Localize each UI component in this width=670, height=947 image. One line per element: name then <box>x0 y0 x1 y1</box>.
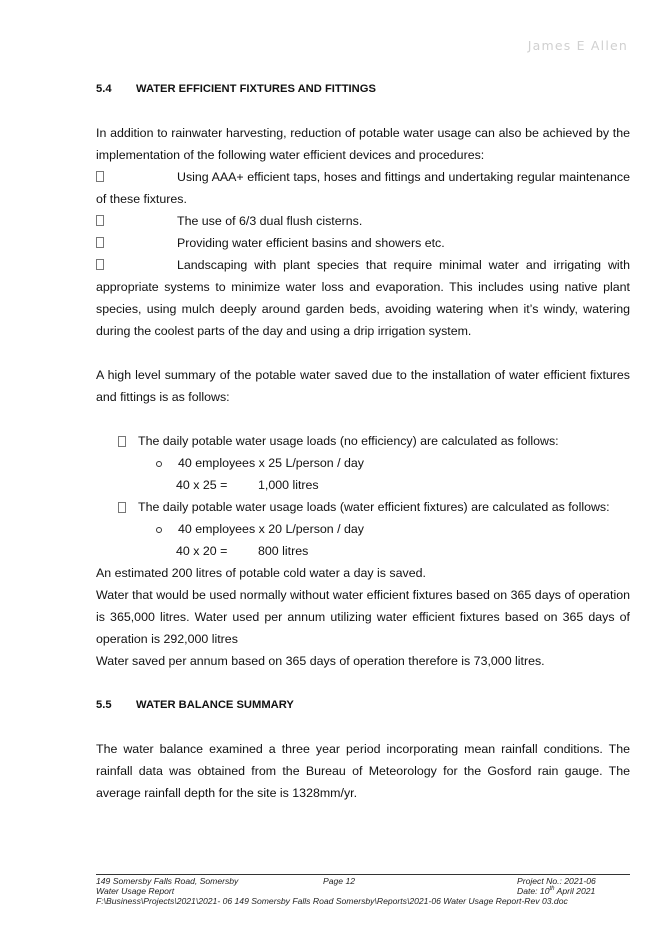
calc-sub-text: 40 employees x 20 L/person / day <box>178 522 364 536</box>
footer-page-number: Page 12 <box>323 876 356 886</box>
page-content <box>96 78 630 804</box>
calc-sub-text: 40 employees x 25 L/person / day <box>178 456 364 470</box>
calc-result: 1,000 litres <box>258 478 319 492</box>
checkbox-bullet-icon <box>118 436 126 447</box>
checkbox-bullet-icon <box>96 171 104 182</box>
summary-intro-paragraph: A high level summary of the potable water saved due to the installation of water efficient fixtures and fittings is as follows: <box>96 368 630 404</box>
section-title: WATER EFFICIENT FIXTURES AND FITTINGS <box>136 83 376 95</box>
footer-date <box>517 886 595 896</box>
calc-sub-item <box>156 452 630 474</box>
calc-result-row <box>176 540 630 562</box>
circle-bullet-icon <box>156 527 162 533</box>
section-heading-5-5 <box>96 694 630 716</box>
bullet-text: Providing water efficient basins and showers etc. <box>177 236 445 250</box>
saved-line: An estimated 200 litres of potable cold water a day is saved. <box>96 566 426 580</box>
checkbox-bullet-icon <box>118 502 126 513</box>
footer-address: 149 Somersby Falls Road, Somersby <box>96 876 239 886</box>
water-balance-paragraph: The water balance examined a three year period incorporating mean rainfall conditions. The rainfall data was obtained from the Bureau of Meteorology for the Gosford rain gauge. The average rainfall depth for the site is 1328mm/yr. <box>96 742 630 800</box>
page-footer <box>96 874 630 906</box>
section-number: 5.4 <box>96 83 112 95</box>
bullet-item <box>96 254 630 342</box>
intro-paragraph: In addition to rainwater harvesting, reduction of potable water usage can also be achieved by the implementation of the following water efficient devices and procedures: <box>96 126 630 162</box>
bullet-item <box>96 210 630 232</box>
calc-label-text: The daily potable water usage loads (no efficiency) are calculated as follows: <box>138 434 559 448</box>
footer-file-path: F:\Business\Projects\2021\2021- 06 149 Somersby Falls Road Somersby\Reports\2021-06 Water Usage Report-Rev 03.doc <box>96 896 568 906</box>
footer-date-prefix: Date: 10 <box>517 886 550 896</box>
section-title: WATER BALANCE SUMMARY <box>136 699 294 711</box>
footer-date-sup: th <box>549 886 555 893</box>
footer-project-number: Project No.: 2021-06 <box>517 876 596 886</box>
bullet-text: Using AAA+ efficient taps, hoses and fittings and undertaking regular maintenance of these fixtures. <box>96 170 630 206</box>
annual-saved-line: Water saved per annum based on 365 days of operation therefore is 73,000 litres. <box>96 654 545 668</box>
section-heading-5-4 <box>96 78 630 100</box>
brand-logo-text: James E Allen <box>527 38 628 53</box>
calc-expression: 40 x 20 = <box>176 544 228 558</box>
calc-block-label <box>118 430 630 452</box>
calc-result-row <box>176 474 630 496</box>
calc-result: 800 litres <box>258 544 309 558</box>
bullet-item <box>96 232 630 254</box>
calc-block-label <box>118 496 630 518</box>
calc-sub-item <box>156 518 630 540</box>
bullet-text: The use of 6/3 dual flush cisterns. <box>177 214 363 228</box>
section-number: 5.5 <box>96 699 112 711</box>
checkbox-bullet-icon <box>96 215 104 226</box>
annual-paragraph: Water that would be used normally without water efficient fixtures based on 365 days of operation is 365,000 litres. Water used per annum utilizing water efficient fixtures based on 365 days of operation is 292,000 litres <box>96 588 630 646</box>
bullet-item <box>96 166 630 210</box>
calc-expression: 40 x 25 = <box>176 478 228 492</box>
circle-bullet-icon <box>156 461 162 467</box>
calc-label-text: The daily potable water usage loads (water efficient fixtures) are calculated as follows: <box>138 500 610 514</box>
bullet-text: Landscaping with plant species that require minimal water and irrigating with appropriate systems to minimize water loss and evaporation. This includes using native plant species, using mulch deeply around garden beds, avoiding watering when it’s windy, watering during the coolest parts of the day and using a drip irrigation system. <box>96 258 630 338</box>
footer-report-name: Water Usage Report <box>96 886 175 896</box>
checkbox-bullet-icon <box>96 237 104 248</box>
checkbox-bullet-icon <box>96 259 104 270</box>
footer-date-suffix: April 2021 <box>554 886 596 896</box>
